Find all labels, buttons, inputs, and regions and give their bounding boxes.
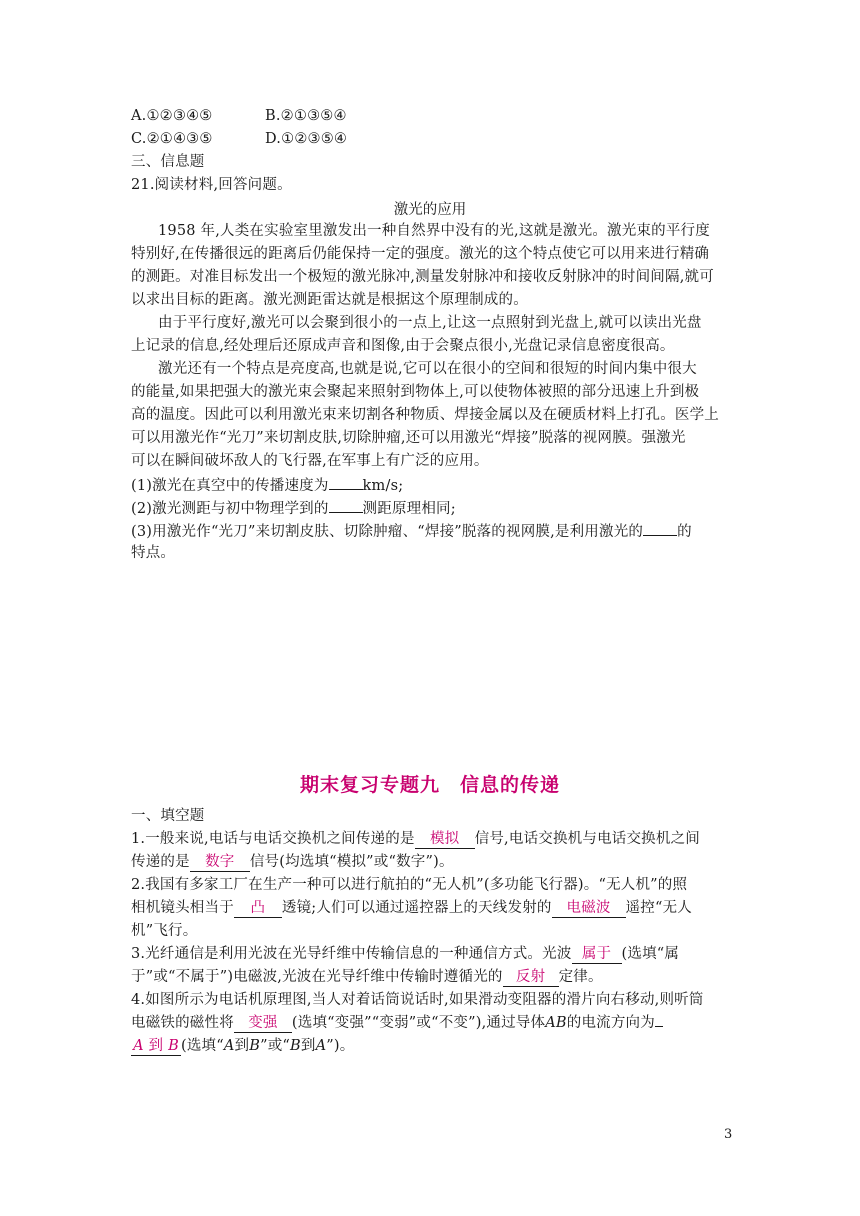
section-heading-1: 一、填空题 <box>131 808 205 824</box>
fill-question-2-line-2: 相机镜头相当于 凸 透镜;人们可以通过遥控器上的天线发射的 电磁波 遥控“无人 <box>131 900 693 916</box>
answer-filled: 模拟 <box>415 831 475 849</box>
answer-underline-lead <box>655 1026 663 1027</box>
option-b: B.②①③⑤④ <box>265 108 347 124</box>
fill-question-4-line-3: A 到 B (选填“A到B”或“B到A”)。 <box>131 1036 354 1056</box>
fill-question-1-line-2: 传递的是 数字 信号(均选填“模拟”或“数字”)。 <box>131 854 454 870</box>
option-c: C.②①④③⑤ <box>131 131 213 147</box>
answer-filled: 变强 <box>234 1015 292 1033</box>
article-line: 可以用激光作“光刀”来切割皮肤,切除肿瘤,还可以用激光“焊接”脱落的视网膜。强激光 <box>131 430 686 446</box>
answer-filled: 电磁波 <box>552 900 626 918</box>
answer-filled: A 到 B <box>131 1038 181 1056</box>
article-line: 由于平行度好,激光可以会聚到很小的一点上,让这一点照射到光盘上,就可以读出光盘 <box>158 315 702 331</box>
article-line: 的能量,如果把强大的激光束会聚起来照射到物体上,可以使物体被照的部分迅速上升到极 <box>131 384 700 400</box>
question-21-intro: 21.阅读材料,回答问题。 <box>131 177 292 193</box>
option-a: A.①②③④⑤ <box>131 108 213 124</box>
fill-question-4-line-1: 4.如图所示为电话机原理图,当人对着话筒说话时,如果滑动变阻器的滑片向右移动,则听筒 <box>131 992 704 1008</box>
subquestion-3: (3)用激光作“光刀”来切割皮肤、切除肿瘤、“焊接”脱落的视网膜,是利用激光的 的 <box>131 520 692 542</box>
article-line: 上记录的信息,经处理后还原成声音和图像,由于会聚点很小,光盘记录信息密度很高。 <box>131 338 675 354</box>
answer-filled: 属于 <box>572 946 622 964</box>
subquestion-3-cont: 特点。 <box>131 545 176 561</box>
article-line: 可以在瞬间破坏敌人的飞行器,在军事上有广泛的应用。 <box>131 453 489 469</box>
subquestion-1: (1)激光在真空中的传播速度为 km/s; <box>131 474 403 496</box>
option-row-ab <box>131 106 347 126</box>
article-line: 1958 年,人类在实验室里激发出一种自然界中没有的光,这就是激光。激光束的平行度 <box>158 223 710 239</box>
answer-blank <box>329 474 363 490</box>
answer-blank <box>329 497 363 513</box>
answer-filled: 凸 <box>234 900 282 918</box>
fill-question-1-line-1: 1.一般来说,电话与电话交换机之间传递的是 模拟 信号,电话交换机与电话交换机之间 <box>131 831 700 847</box>
option-row-cd <box>131 129 348 149</box>
answer-filled: 数字 <box>190 854 250 872</box>
fill-question-2-line-3: 机”飞行。 <box>131 923 198 939</box>
page-number: 3 <box>724 1127 733 1142</box>
article-line: 以求出目标的距离。激光测距雷达就是根据这个原理制成的。 <box>131 292 528 308</box>
subquestion-2: (2)激光测距与初中物理学到的 测距原理相同; <box>131 497 456 519</box>
option-d: D.①②③⑤④ <box>265 131 348 147</box>
fill-question-3-line-2: 于”或“不属于”)电磁波,光波在光导纤维中传输时遵循光的 反射 定律。 <box>131 969 603 985</box>
article-line: 的测距。对准目标发出一个极短的激光脉冲,测量发射脉冲和接收反射脉冲的时间间隔,就可 <box>131 269 714 285</box>
article-line: 特别好,在传播很远的距离后仍能保持一定的强度。激光的这个特点使它可以用来进行精确 <box>131 246 710 262</box>
section-heading-3: 三、信息题 <box>131 154 205 170</box>
fill-question-3-line-1: 3.光纤通信是利用光波在光导纤维中传输信息的一种通信方式。光波 属于 (选填“属 <box>131 946 680 962</box>
article-title: 激光的应用 <box>393 202 467 218</box>
article-line: 激光还有一个特点是亮度高,也就是说,它可以在很小的空间和很短的时间内集中很大 <box>158 361 697 377</box>
fill-question-2-line-1: 2.我国有多家工厂在生产一种可以进行航拍的“无人机”(多功能飞行器)。“无人机”的照 <box>131 877 688 893</box>
section-title: 期末复习专题九 信息的传递 <box>299 774 560 796</box>
answer-filled: 反射 <box>503 969 559 987</box>
answer-blank <box>643 520 677 536</box>
article-line: 高的温度。因此可以利用激光束来切割各种物质、焊接金属以及在硬质材料上打孔。医学上 <box>131 407 719 423</box>
fill-question-4-line-2: 电磁铁的磁性将 变强 (选填“变强”“变弱”或“不变”),通过导体AB的电流方向为 <box>131 1013 663 1033</box>
